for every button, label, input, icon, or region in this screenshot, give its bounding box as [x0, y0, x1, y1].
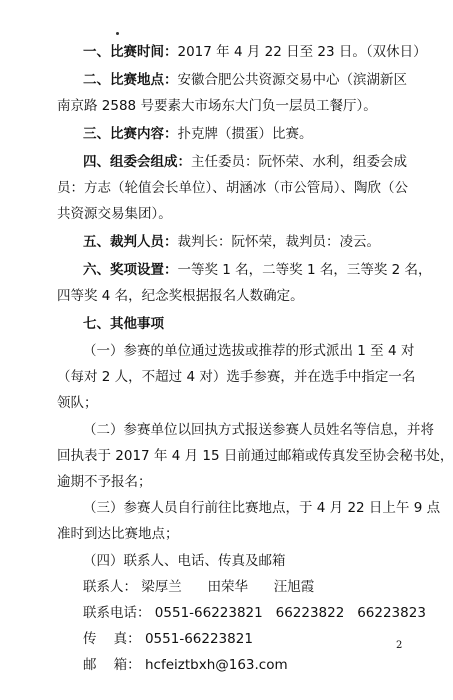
contact-names: 梁厚兰 田荣华 汪旭霞 [141, 579, 315, 595]
section-1-time [83, 42, 438, 62]
section-4-text-1: 主任委员：阮怀荣、水利，组委会成 [191, 154, 407, 170]
section-6-text-2: 四等奖 4 名，纪念奖根据报名人数确定。 [57, 288, 304, 304]
section-5-referees [83, 232, 438, 252]
section-2-text-2: 南京路 2588 号要素大市场东大门负一层员工餐厅）。 [57, 98, 377, 114]
fax-value: 0551-66223821 [144, 631, 253, 647]
section-6-text-1: 一等奖 1 名，二等奖 1 名，三等奖 2 名， [177, 262, 432, 278]
section-6-awards [83, 260, 438, 280]
contact-email-row [83, 655, 438, 675]
contact-persons-row [83, 577, 438, 597]
item-4-heading: （四）联系人、电话、传真及邮箱 [83, 553, 286, 569]
item-2-line-2: 回执表于 2017 年 4 月 15 日前通过邮箱或传真发至协会秘书处， [57, 448, 453, 464]
section-5-heading: 五、裁判人员： [83, 234, 178, 250]
section-3-text: 扑克牌（掼蛋）比赛。 [177, 126, 313, 142]
item-3-line-2: 准时到达比赛地点； [57, 526, 179, 542]
section-2-text-1: 安徽合肥公共资源交易中心（滨湖新区 [177, 72, 407, 88]
item-2-line-3: 逾期不予报名； [57, 474, 152, 490]
phone-label: 联系电话： [83, 605, 151, 621]
section-4-text-3: 共资源交易集团）。 [57, 206, 172, 222]
item-1-line-2: （每对 2 人，不超过 4 对）选手参赛，并在选手中指定一名 [57, 369, 416, 385]
section-1-text: 2017 年 4 月 22 日至 23 日。（双休日） [177, 44, 427, 60]
section-5-text: 裁判长：阮怀荣，裁判员：凌云。 [177, 234, 380, 250]
item-3-line-1: （三）参赛人员自行前往比赛地点，于 4 月 22 日上午 9 点 [83, 500, 441, 516]
email-value: hcfeiztbxh@163.com [144, 657, 288, 673]
section-1-heading: 一、比赛时间： [83, 44, 178, 60]
section-6-heading: 六、奖项设置： [83, 262, 178, 278]
email-label: 邮 箱： [83, 657, 141, 673]
contact-fax-row [83, 629, 438, 649]
item-1-line-3: 领队； [57, 395, 98, 411]
scan-dot [116, 32, 119, 35]
section-4-committee [83, 152, 438, 172]
contact-phone-row [83, 603, 438, 623]
item-2-line-1: （二）参赛单位以回执方式报送参赛人员姓名等信息，并将 [83, 422, 434, 438]
page-number: 2 [396, 640, 403, 651]
section-4-heading: 四、组委会组成： [83, 154, 191, 170]
contact-label: 联系人： [83, 579, 137, 595]
section-2-venue [83, 70, 438, 90]
section-3-heading: 三、比赛内容： [83, 126, 178, 142]
section-4-text-2: 员：方志（轮值会长单位）、胡涵冰（市公管局）、陶欣（公 [57, 180, 408, 196]
section-3-content [83, 124, 438, 144]
item-1-line-1: （一）参赛的单位通过选拔或推荐的形式派出 1 至 4 对 [83, 343, 415, 359]
section-2-heading: 二、比赛地点： [83, 72, 178, 88]
fax-label: 传 真： [83, 631, 141, 647]
phone-value: 0551-66223821 66223822 66223823 [154, 605, 426, 621]
section-7-heading: 七、其他事项 [83, 316, 164, 332]
